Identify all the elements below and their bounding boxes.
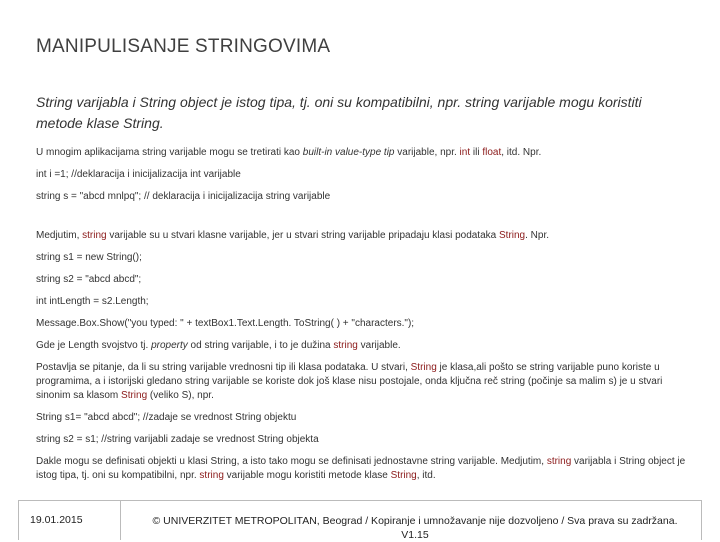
code-line: String s1= "abcd abcd"; //zadaje se vrednost String objektu: [36, 412, 297, 423]
text-run: ili: [470, 147, 483, 158]
code-line: string s1 = new String();: [36, 252, 142, 263]
italic-term: property: [151, 340, 188, 351]
text-run: je klasa,ali pošto se string varijable puno koriste u programima, a i istorijski gledano string varijable se koriste dok još klase nisu postojale, onda ključna reč string (počinje sa malim s) je u stvari sinonim sa klasom: [36, 362, 663, 401]
keyword-string: string: [199, 470, 224, 481]
text-run: . Npr.: [525, 230, 550, 241]
keyword-string-class: String: [121, 390, 148, 401]
keyword-string-class: String: [410, 362, 437, 373]
text-run: Dakle mogu se definisati objekti u klasi String, a isto tako mogu se definisati jednostavne string varijable. Medjutim,: [36, 456, 547, 467]
code-line: Message.Box.Show("you typed: " + textBox1.Text.Length. ToString( ) + "characters.");: [36, 318, 415, 329]
code-line: string s2 = s1; //string varijabli zadaje se vrednost String objekta: [36, 434, 319, 445]
slide-title: MANIPULISANJE STRINGOVIMA: [36, 36, 331, 57]
paragraph-conclusion: [36, 455, 686, 483]
slide-body: [36, 146, 686, 483]
footer-divider-middle: [120, 500, 121, 540]
copyright-text: © UNIVERZITET METROPOLITAN, Beograd / Kopiranje i umnožavanje nije dozvoljeno / Sva prava su zadržana.: [152, 515, 678, 527]
intro-paragraph: String varijabla i String object je istog tipa, tj. oni su kompatibilni, npr. string varijable mogu koristiti metode klase String.: [36, 94, 642, 131]
version-text: V1.15: [401, 529, 429, 541]
keyword-int: int: [459, 147, 471, 158]
text-run: , itd. Npr.: [501, 147, 542, 158]
footer-copyright: [132, 514, 698, 542]
footer-divider-right: [701, 500, 702, 540]
text-run: varijabla i String object je istog tipa, tj. oni su kompatibilni, npr.: [36, 456, 686, 481]
footer-date: 19.01.2015: [30, 514, 83, 526]
code-line: int i =1; //deklaracija i inicijalizacija int varijable: [36, 169, 241, 180]
keyword-string: string: [333, 340, 358, 351]
keyword-string-class: String: [390, 470, 417, 481]
footer-divider-left: [18, 500, 19, 540]
paragraph-length-property: [36, 339, 686, 353]
text-run: varijable mogu koristiti metode klase: [223, 470, 391, 481]
paragraph-value-type: [36, 146, 686, 160]
keyword-string: string: [546, 456, 572, 467]
code-line: string s = "abcd mnlpq"; // deklaracija i inicijalizacija string varijable: [36, 191, 331, 202]
paragraph-value-or-class: [36, 361, 686, 403]
text-run: U mnogim aplikacijama string varijable mogu se tretirati kao: [36, 147, 303, 158]
text-run: od string varijable, i to je dužina: [187, 340, 334, 351]
text-run: (veliko S), npr.: [147, 390, 214, 401]
text-run: varijable, npr.: [394, 147, 460, 158]
italic-term: built-in value-type tip: [302, 147, 395, 158]
keyword-float: float: [482, 147, 502, 158]
code-line: int intLength = s2.Length;: [36, 296, 149, 307]
code-line: string s2 = "abcd abcd";: [36, 274, 142, 285]
paragraph-class-variables: [36, 229, 686, 243]
text-run: , itd.: [416, 470, 436, 481]
text-run: varijable.: [357, 340, 401, 351]
keyword-string-class: String: [499, 230, 526, 241]
text-run: Medjutim,: [36, 230, 83, 241]
text-run: Postavlja se pitanje, da li su string varijable vrednosni tip ili klasa podataka. U stvari,: [36, 362, 411, 373]
text-run: Gde je Length svojstvo tj.: [36, 340, 152, 351]
text-run: varijable su u stvari klasne varijable, jer u stvari string varijable pripadaju klasi podataka: [106, 230, 499, 241]
keyword-string: string: [82, 230, 107, 241]
